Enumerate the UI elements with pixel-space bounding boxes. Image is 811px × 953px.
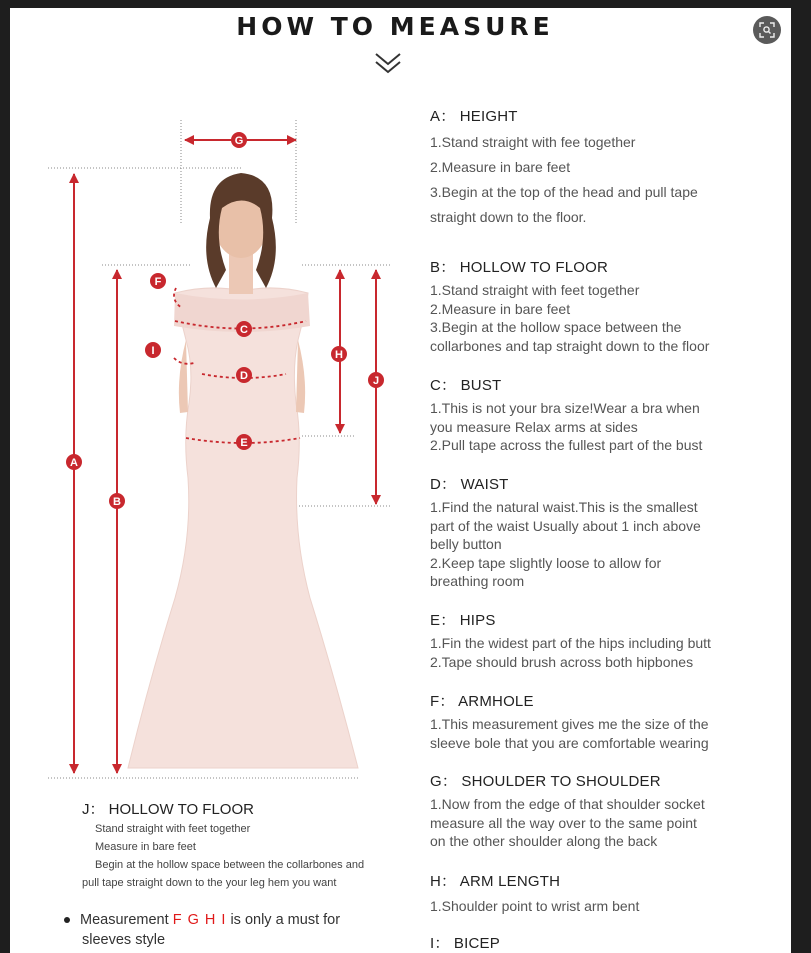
- measurement-figure: [10, 8, 430, 798]
- section-bicep: I： BICEP: [430, 935, 500, 952]
- marker-g: [231, 132, 247, 148]
- svg-text:E: E: [240, 437, 248, 449]
- marker-b: [109, 493, 125, 509]
- image-search-icon: [759, 22, 775, 38]
- marker-e: [236, 434, 252, 450]
- section-shoulder-to-shoulder: G： SHOULDER TO SHOULDER 1.Now from the edge of that shoulder socket measure all the way over to the same point on the other shoulder along the back: [430, 773, 705, 849]
- image-search-button[interactable]: [753, 16, 781, 44]
- size-guide-image: [10, 8, 791, 953]
- section-waist: D： WAIST 1.Find the natural waist.This is the smallest part of the waist Usually about 1 inch above belly button 2.Keep tape slightly loose to allow for breathing room: [430, 476, 701, 589]
- svg-text:F: F: [154, 276, 162, 288]
- section-height: A： HEIGHT 1.Stand straight with fee together 2.Measure in bare feet 3.Begin at the top of the head and pull tape straight down to the floor.: [430, 108, 698, 225]
- svg-text:G: G: [234, 135, 244, 147]
- marker-j: [368, 372, 384, 388]
- section-bust: C： BUST 1.This is not your bra size!Wear a bra when you measure Relax arms at sides 2.Pull tape across the fullest part of the bust: [430, 377, 703, 453]
- marker-f: [150, 273, 166, 289]
- bullet-icon: [64, 917, 70, 923]
- svg-text:H: H: [335, 349, 343, 361]
- svg-text:D: D: [240, 370, 248, 382]
- dress-silhouette: [128, 288, 358, 768]
- marker-a: [66, 454, 82, 470]
- svg-text:A: A: [70, 457, 78, 469]
- section-hollow-to-floor: B： HOLLOW TO FLOOR 1.Stand straight with feet together 2.Measure in bare feet 3.Begin at the hollow space between the collarbones and tap straight down to the floor: [430, 259, 710, 354]
- section-armhole: F： ARMHOLE 1.This measurement gives me the size of the sleeve bole that you are comfortable wearing: [430, 693, 709, 751]
- sleeves-note: Measurement F G H I is only a must for sleeves style: [64, 910, 394, 950]
- marker-d: [236, 367, 252, 383]
- marker-i: [145, 342, 161, 358]
- j-hollow-to-floor-note: J： HOLLOW TO FLOOR Stand straight with feet together Measure in bare feet Begin at the hollow space between the collarbones and pull tape straight down to the your leg hem you want: [82, 801, 365, 889]
- svg-text:J: J: [372, 375, 380, 387]
- svg-text:I: I: [151, 345, 155, 357]
- section-hips: E： HIPS 1.Fin the widest part of the hips including butt 2.Tape should brush across both hipbones: [430, 612, 711, 670]
- marker-h: [331, 346, 347, 362]
- section-arm-length: H： ARM LENGTH 1.Shoulder point to wrist arm bent: [430, 873, 640, 914]
- svg-text:B: B: [113, 496, 121, 508]
- page-title: HOW TO MEASURE: [236, 12, 554, 41]
- marker-c: [236, 321, 252, 337]
- svg-text:C: C: [240, 324, 248, 336]
